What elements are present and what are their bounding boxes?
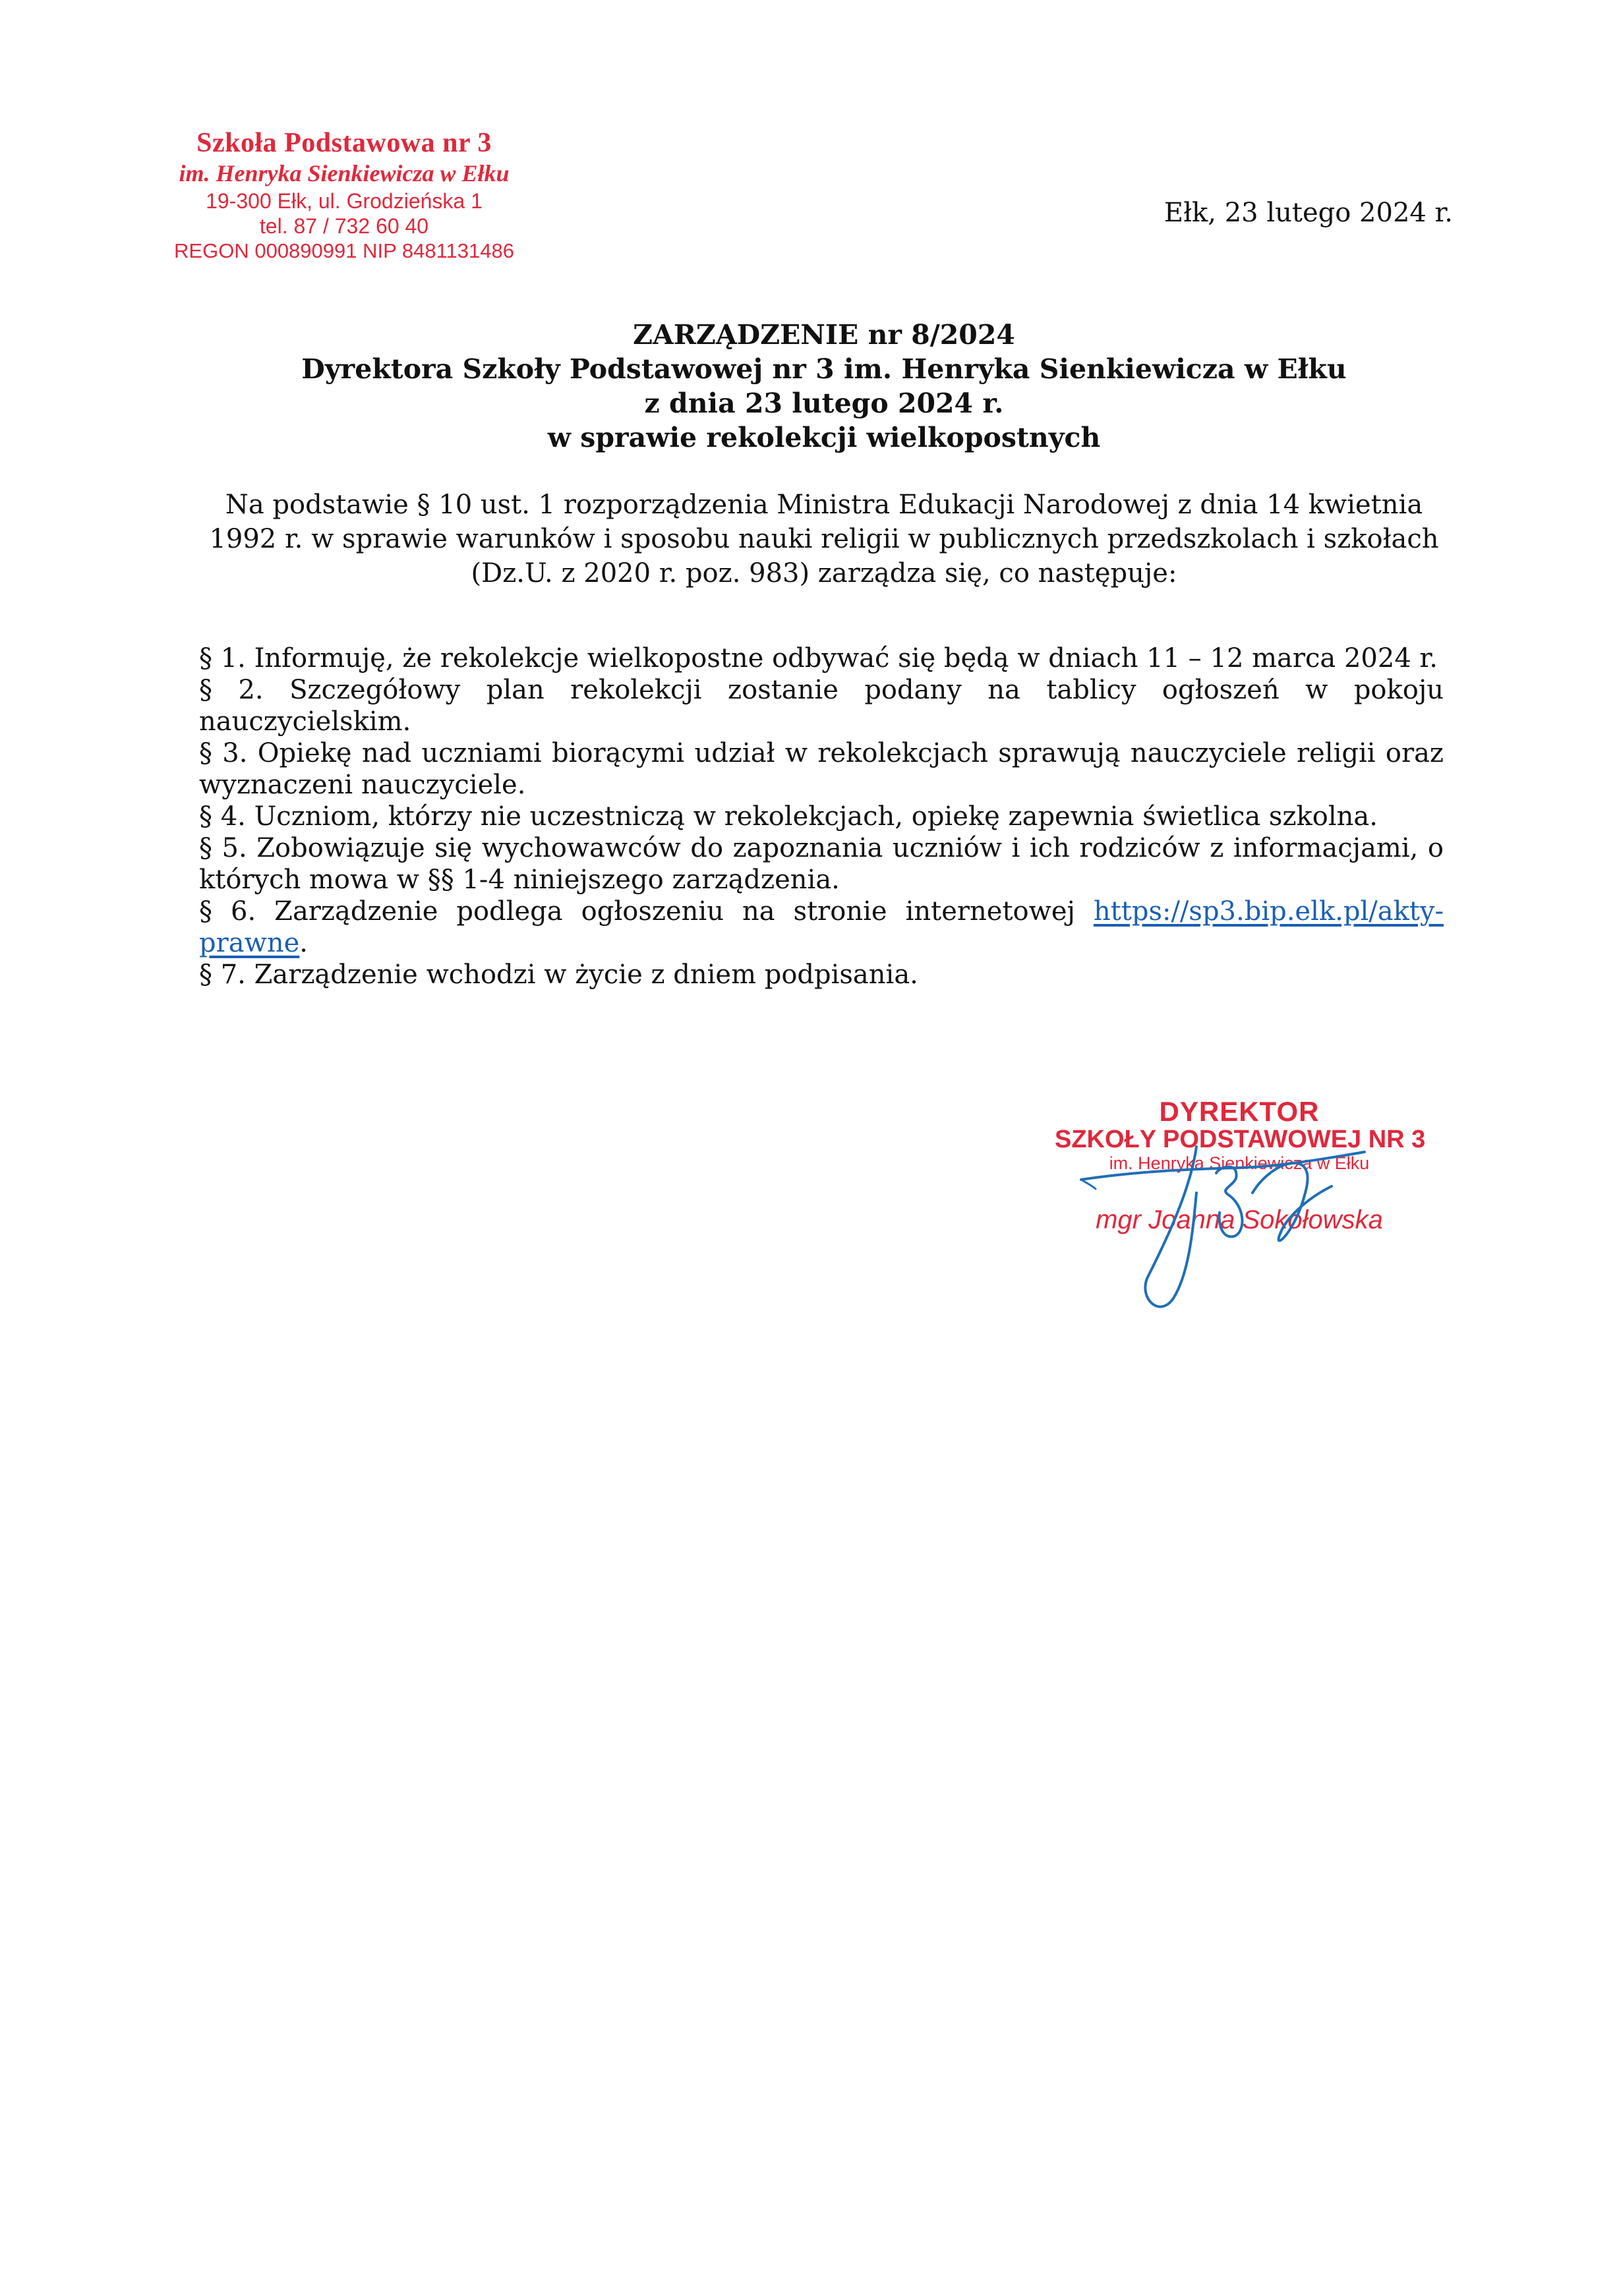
document-title [198, 318, 1450, 455]
title-line-3: z dnia 23 lutego 2024 r. [644, 387, 1004, 419]
title-line-4: w sprawie rekolekcji wielkopostnych [547, 422, 1101, 453]
bip-link[interactable]: https://sp3.bip.elk.pl/akty-prawne [199, 896, 1444, 958]
director-patron: im. Henryka Sienkiewicza w Ełku [1109, 1153, 1370, 1173]
paragraph-6 [199, 896, 1444, 959]
paragraph-6-period: . [299, 928, 308, 958]
paragraph-1: § 1. Informuję, że rekolekcje wielkopostne odbywać się będą w dniach 11 – 12 marca 2024 r. [199, 643, 1438, 674]
paragraph-2: § 2. Szczegółowy plan rekolekcji zostanie podany na tablicy ogłoszeń w pokoju nauczycielskim. [199, 675, 1444, 737]
director-stamp [1055, 1097, 1424, 1235]
title-line-2: Dyrektora Szkoły Podstawowej nr 3 im. Henryka Sienkiewicza w Ełku [301, 353, 1347, 385]
stamp-address: 19-300 Ełk, ul. Grodzieńska 1 [206, 188, 483, 213]
preamble: Na podstawie § 10 ust. 1 rozporządzenia Ministra Edukacji Narodowej z dnia 14 kwietnia 1992 r. w sprawie warunków i sposobu nauki religii w publicznych przedszkolach i szkołach (Dz.U. z 2020 r. poz. 983) zarządza się, co następuje: [209, 490, 1439, 588]
paragraph-3: § 3. Opiekę nad uczniami biorącymi udział w rekolekcjach sprawują nauczyciele religii oraz wyznaczeni nauczyciele. [199, 738, 1444, 800]
paragraph-5: § 5. Zobowiązuje się wychowawców do zapoznania uczniów i ich rodziców z informacjami, o których mowa w §§ 1-4 niniejszego zarządzenia. [199, 833, 1444, 895]
paragraph-7: § 7. Zarządzenie wchodzi w życie z dniem podpisania. [199, 960, 918, 990]
stamp-patron: im. Henryka Sienkiewicza w Ełku [179, 160, 510, 187]
director-name: mgr Joanna Sokołowska [1096, 1205, 1383, 1234]
director-title: DYREKTOR [1159, 1096, 1320, 1127]
paragraph-4: § 4. Uczniom, którzy nie uczestniczą w rekolekcjach, opiekę zapewnia świetlica szkolna. [199, 801, 1378, 832]
paragraph-list [199, 643, 1444, 990]
place-date: Ełk, 23 lutego 2024 r. [1163, 198, 1453, 228]
director-school: SZKOŁY PODSTAWOWEJ NR 3 [1055, 1126, 1426, 1153]
stamp-ids: REGON 000890991 NIP 8481131486 [174, 239, 514, 263]
title-line-1: ZARZĄDZENIE nr 8/2024 [633, 319, 1015, 351]
paragraph-6-text: § 6. Zarządzenie podlega ogłoszeniu na stronie internetowej [199, 896, 1094, 927]
stamp-school-name: Szkoła Podstawowa nr 3 [196, 128, 492, 158]
stamp-phone: tel. 87 / 732 60 40 [259, 214, 429, 238]
school-stamp-header [153, 127, 535, 264]
